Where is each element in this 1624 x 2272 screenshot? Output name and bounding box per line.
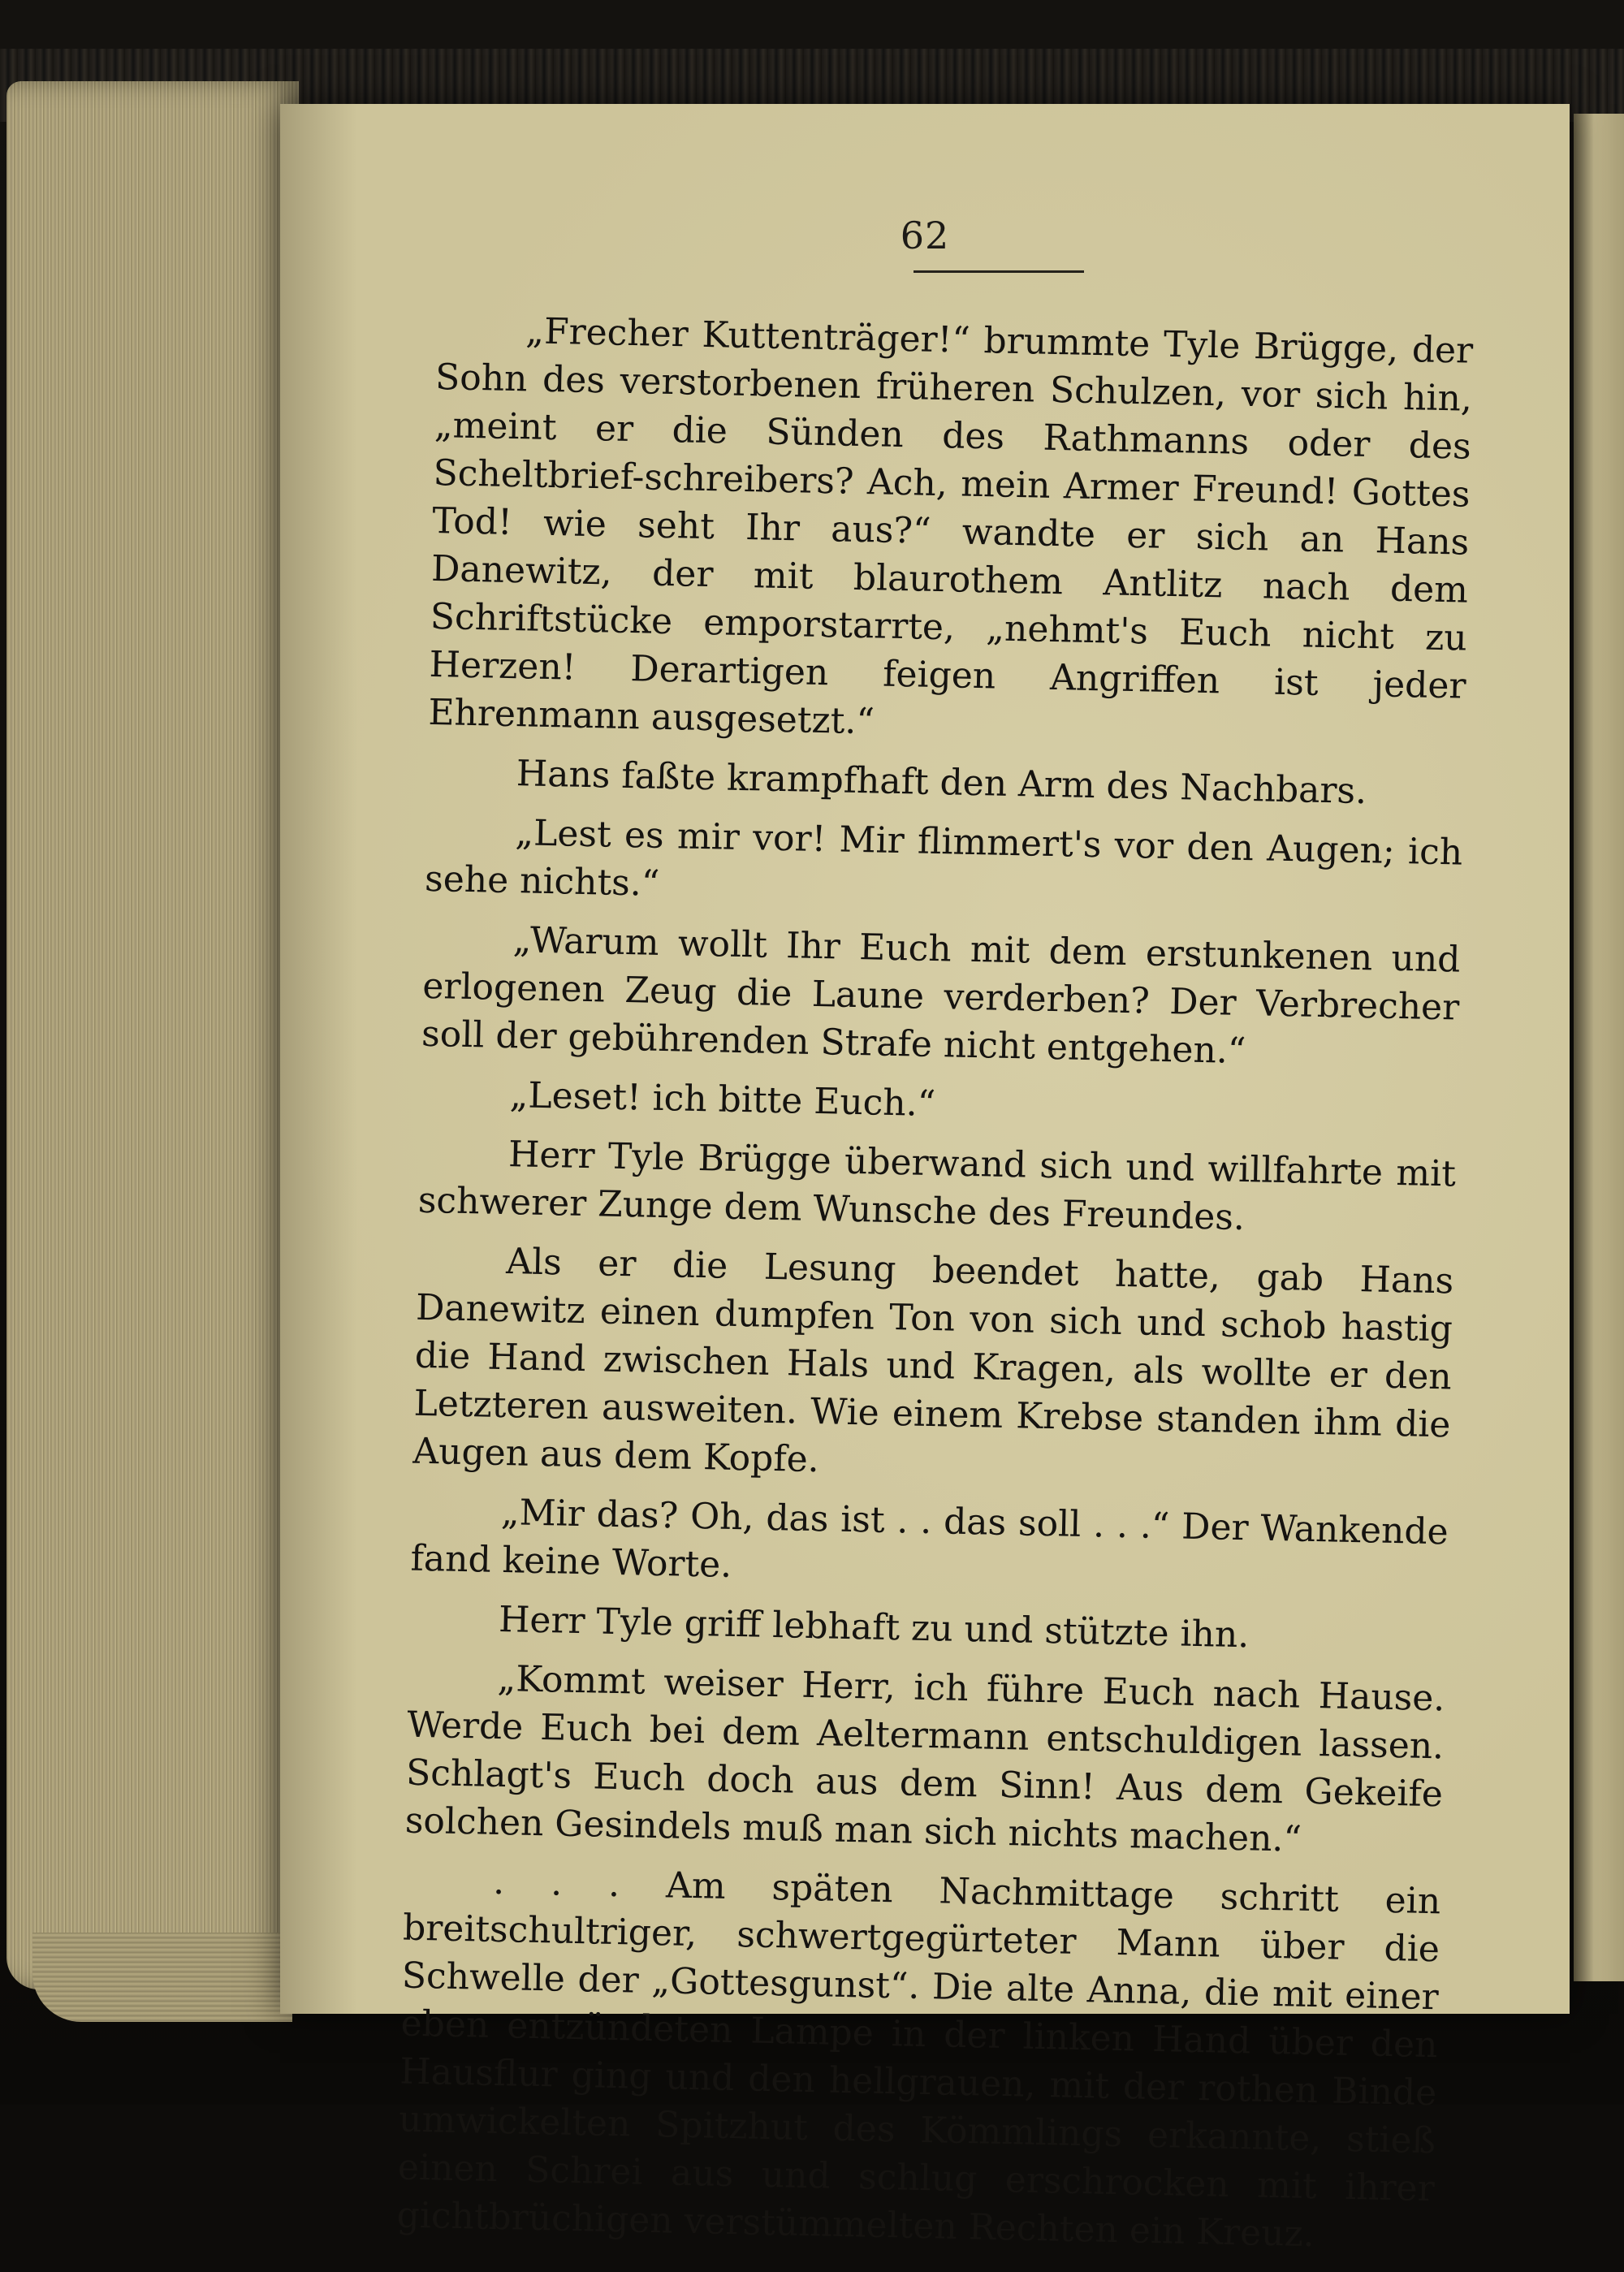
paragraph: „Mir das? Oh, das ist . . das soll . . .“ Der Wankende fand keine Worte. xyxy=(410,1491,1449,1586)
paragraph: Hans faßte krampfhaft den Arm des Nachbars. xyxy=(516,753,1367,813)
paragraph: Herr Tyle griff lebhaft zu und stützte ihn. xyxy=(498,1598,1250,1656)
page-number: 62 xyxy=(900,214,950,257)
paragraph: . . . Am späten Nachmittage schritt ein breitschultriger, schwertgegürteter Mann über die Schwelle der „Gottesgunst“. Die alte Anna, die mit einer eben entzündeten Lampe in der linken Hand über den Hausflur ging und den hellgrauen, mit der rothen Binde umwickelten Spitzhut des Kömmlings erkannte, stieß einen Schrei aus und schlug erschrocken mit ihrer gichtbrüchigen verstümmelten Rechten ein Kreuz. xyxy=(396,1860,1441,2256)
paragraph: „Warum wollt Ihr Euch mit dem erstunkenen und erlogenen Zeug die Laune verderben? Der Verbrecher soll der gebührenden Strafe nicht entgehen.“ xyxy=(421,919,1461,1073)
body-text xyxy=(396,305,1474,2272)
paragraph: „Lest es mir vor! Mir flimmert's vor den Augen; ich sehe nichts.“ xyxy=(424,812,1463,905)
paragraph: „Kommt weiser Herr, ich führe Euch nach Hause. Werde Euch bei dem Aeltermann entschuldigen lassen. Schlagt's Euch doch aus dem Sinn! Aus dem Gekeife solchen Gesindels muß man sich nichts machen.“ xyxy=(404,1657,1445,1860)
page-number-rule xyxy=(914,270,1084,273)
page-stack-edge xyxy=(6,81,299,1989)
page-stack-bottom xyxy=(32,1933,292,2022)
book-page xyxy=(280,104,1570,2256)
paragraph: Als er die Lesung beendet hatte, gab Hans Danewitz einen dumpfen Ton von sich und schob hastig die Hand zwischen Hals und Kragen, als wollte er den Letzteren ausweiten. Wie einem Krebse standen ihm die Augen aus dem Kopfe. xyxy=(412,1241,1454,1481)
paragraph: „Leset! ich bitte Euch.“ xyxy=(509,1074,936,1125)
facing-page-edge xyxy=(1574,114,1624,1981)
paragraph: Herr Tyle Brügge überwand sich und willfahrte mit schwerer Zunge dem Wunsche des Freundes. xyxy=(417,1134,1457,1239)
paragraph: „Frecher Kuttenträger!“ brummte Tyle Brügge, der Sohn des verstorbenen früheren Schulzen, vor sich hin, „meint er die Sünden des Rathmanns oder des Scheltbrief-schreibers? Ach, mein Armer Freund! Gottes Tod! wie seht Ihr aus?“ wandte er sich an Hans Danewitz, der mit blaurothem Antlitz nach dem Schriftstücke emporstarrte, „nehmt's Euch nicht zu Herzen! Derartigen feigen Angriffen ist jeder Ehrenmann ausgesetzt.“ xyxy=(427,310,1474,743)
